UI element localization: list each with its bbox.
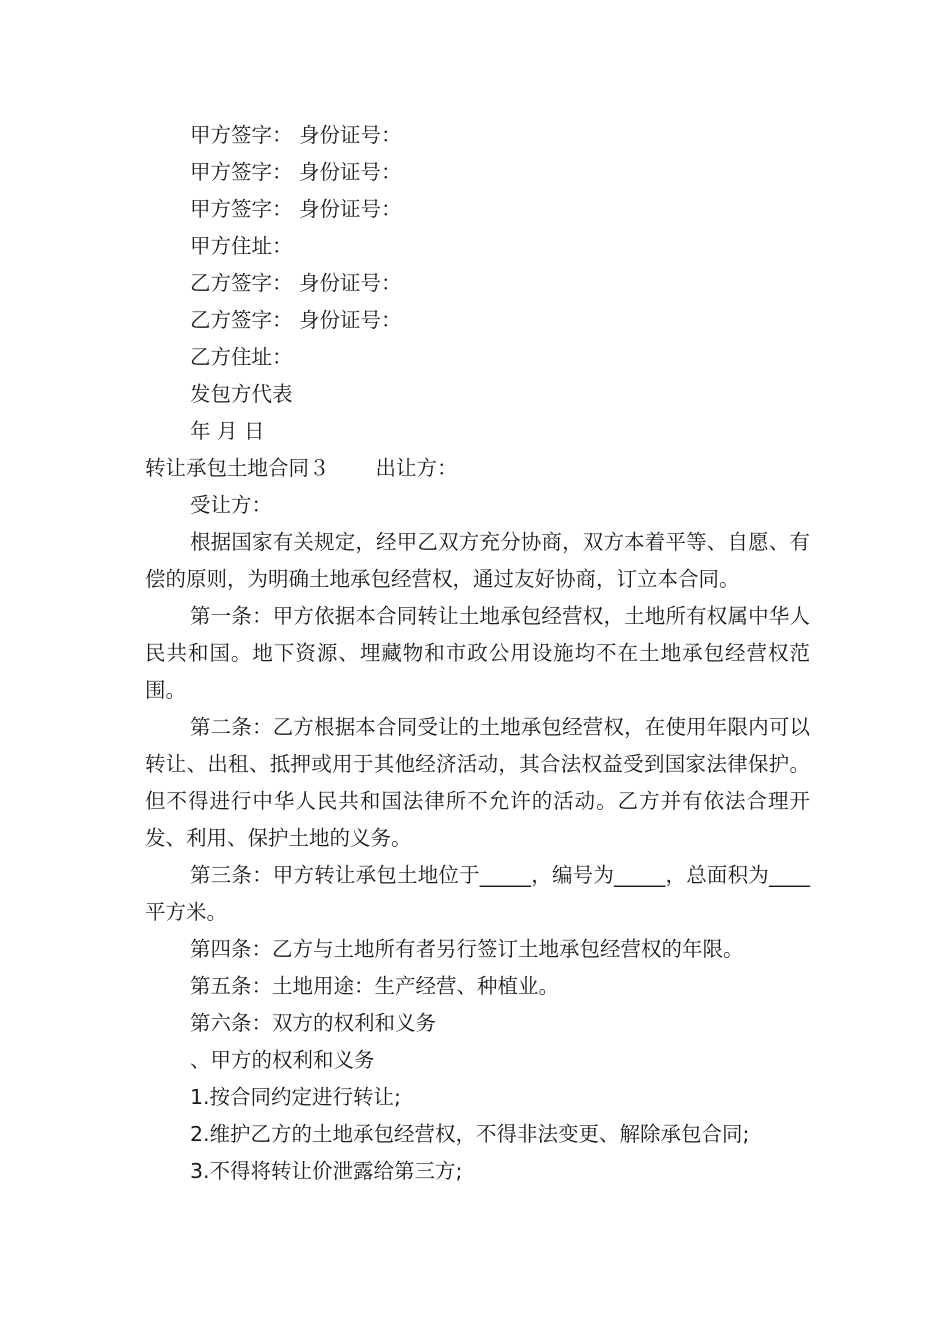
contractor-representative-line: 发包方代表: [190, 382, 293, 406]
transferor-label: 出让方：: [375, 456, 458, 480]
article-3-paragraph: 第三条：甲方转让承包土地位于_____，编号为_____，总面积为____平方米。: [145, 863, 810, 924]
party-b-signature-line-2: 乙方签字： 身份证号：: [190, 308, 402, 332]
party-b-signature-line-1: 乙方签字： 身份证号：: [190, 271, 402, 295]
transferee-label: 受让方：: [190, 493, 272, 517]
article-2-paragraph: 第二条：乙方根据本合同受让的土地承包经营权，在使用年限内可以转让、出租、抵押或用于其他经济活动，其合法权益受到国家法律保护。但不得进行中华人民共和国法律所不允许的活动。乙方并有依法合理开发、利用、保护土地的义务。: [145, 715, 810, 850]
party-a-signature-line-1: 甲方签字： 身份证号：: [190, 123, 402, 147]
article-6-line: 第六条：双方的权利和义务: [190, 1011, 436, 1035]
article-4-line: 第四条：乙方与土地所有者另行签订土地承包经营权的年限。: [190, 937, 744, 961]
party-a-signature-line-3: 甲方签字： 身份证号：: [190, 197, 402, 221]
date-line: 年 月 日: [190, 419, 265, 443]
article-1-paragraph: 第一条：甲方依据本合同转让土地承包经营权，土地所有权属中华人民共和国。地下资源、埋藏物和市政公用设施均不在土地承包经营权范围。: [145, 604, 810, 702]
list-item-2: 2.维护乙方的土地承包经营权，不得非法变更、解除承包合同;: [190, 1122, 750, 1146]
list-item-1: 1.按合同约定进行转让;: [190, 1085, 401, 1109]
document-body: [145, 117, 810, 1190]
article-5-line: 第五条：土地用途：生产经营、种植业。: [190, 974, 559, 998]
contract-title: 转让承包土地合同３: [145, 456, 330, 480]
preamble-paragraph: 根据国家有关规定，经甲乙双方充分协商，双方本着平等、自愿、有偿的原则，为明确土地承包经营权，通过友好协商，订立本合同。: [145, 530, 810, 591]
party-b-address-line: 乙方住址：: [190, 345, 293, 369]
party-a-rights-heading: 、甲方的权利和义务: [190, 1048, 375, 1072]
contract-heading-line: [145, 450, 810, 487]
party-a-address-line: 甲方住址：: [190, 234, 293, 258]
party-a-signature-line-2: 甲方签字： 身份证号：: [190, 160, 402, 184]
list-item-3: 3.不得将转让价泄露给第三方;: [190, 1159, 463, 1183]
